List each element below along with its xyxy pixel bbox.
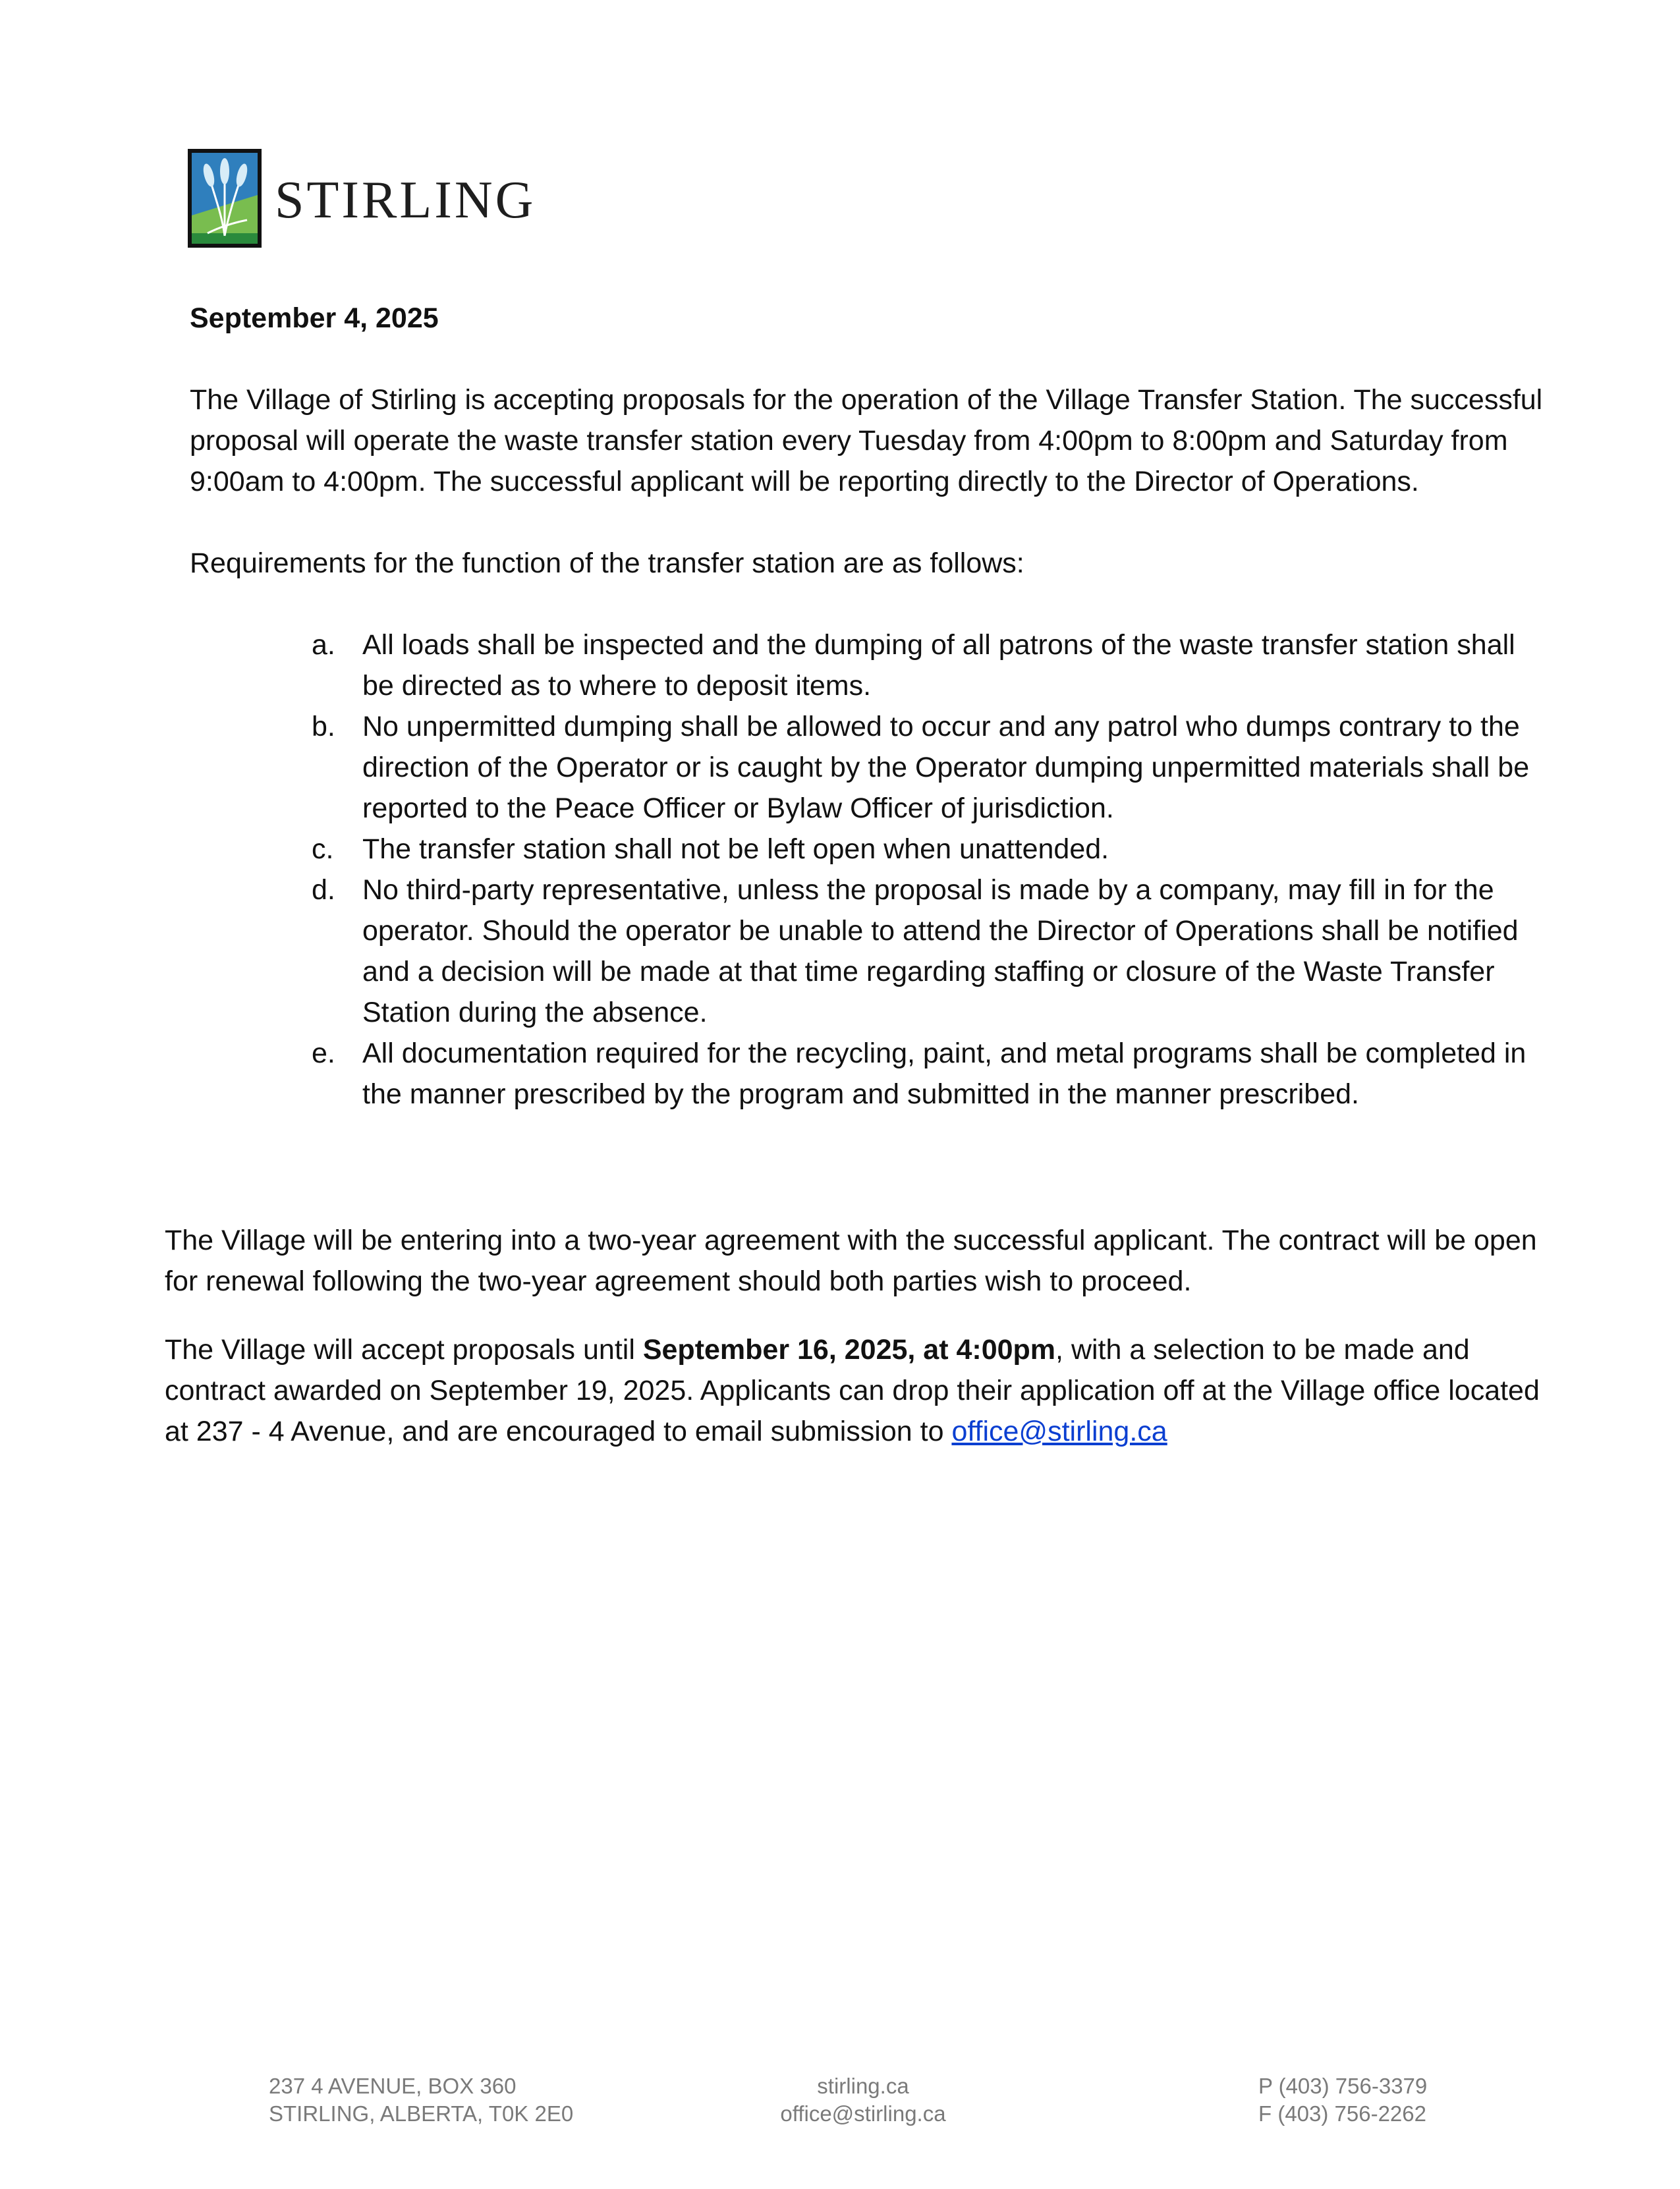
- footer-email: office@stirling.ca: [780, 2101, 946, 2126]
- list-marker: e.: [312, 1038, 335, 1069]
- list-item-text: All documentation required for the recycling, paint, and metal programs shall be completed in the manner prescribed by the program and submitted in the manner prescribed.: [362, 1038, 1526, 1110]
- letter-date: September 4, 2025: [190, 302, 439, 334]
- intro-paragraph: The Village of Stirling is accepting proposals for the operation of the Village Transfer Station. The successful proposal will operate the waste transfer station every Tuesday from 4:00pm to 8:00pm and Saturday from 9:00am to 4:00pm. The successful applicant will be reporting directly to the Director of Operations.: [190, 384, 1543, 497]
- footer-website: stirling.ca: [817, 2074, 909, 2098]
- email-link[interactable]: office@stirling.ca: [951, 1416, 1167, 1447]
- list-item-text: The transfer station shall not be left open when unattended.: [362, 833, 1109, 865]
- list-marker: d.: [312, 874, 335, 906]
- requirements-heading: Requirements for the function of the transfer station are as follows:: [190, 547, 1024, 579]
- deadline-text-start: The Village will accept proposals until: [165, 1334, 643, 1366]
- agreement-paragraph: The Village will be entering into a two-year agreement with the successful applicant. The contract will be open for renewal following the two-year agreement should both parties wish to proceed.: [165, 1225, 1537, 1297]
- list-item: [190, 1033, 1547, 1115]
- list-marker: b.: [312, 711, 335, 742]
- footer-address-line2: STIRLING, ALBERTA, T0K 2E0: [269, 2101, 574, 2126]
- list-item: [190, 829, 1547, 870]
- footer-fax: F (403) 756-2262: [1258, 2101, 1426, 2126]
- footer-contact: [1258, 2072, 1427, 2128]
- footer-phone: P (403) 756-3379: [1258, 2074, 1428, 2098]
- logo-wordmark: STIRLING: [275, 171, 536, 229]
- requirements-list: [190, 624, 1547, 1115]
- list-marker: c.: [312, 833, 334, 865]
- wheat-logo-icon: [188, 149, 262, 248]
- header-logo: [188, 149, 536, 248]
- letter-body: [190, 298, 1547, 1115]
- list-item-text: All loads shall be inspected and the dumping of all patrons of the waste transfer station shall be directed as to where to deposit items.: [362, 629, 1515, 702]
- deadline-date: September 16, 2025, at 4:00pm: [642, 1334, 1056, 1366]
- deadline-text-end: , with a selection to be made and contract awarded on September 19, 2025. Applicants can drop their application off at the Village office located at 237 - 4 Avenue, and are encouraged to email submission to: [165, 1334, 1540, 1447]
- list-item: [190, 870, 1547, 1033]
- list-marker: a.: [312, 629, 335, 661]
- list-item: [190, 624, 1547, 706]
- list-item-text: No unpermitted dumping shall be allowed to occur and any patrol who dumps contrary to the direction of the Operator or is caught by the Operator dumping unpermitted materials shall be reported to the Peace Officer or Bylaw Officer of jurisdiction.: [362, 711, 1530, 824]
- footer-address-line1: 237 4 AVENUE, BOX 360: [269, 2074, 517, 2098]
- footer-web: [698, 2072, 1028, 2128]
- footer-address: [269, 2072, 573, 2128]
- list-item: [190, 706, 1547, 829]
- list-item-text: No third-party representative, unless the proposal is made by a company, may fill in for the operator. Should the operator be unable to attend the Director of Operations shall be notified and a decision will be made at that time regarding staffing or closure of the Waste Transfer Station during the absence.: [362, 874, 1519, 1028]
- deadline-paragraph: [165, 1329, 1542, 1452]
